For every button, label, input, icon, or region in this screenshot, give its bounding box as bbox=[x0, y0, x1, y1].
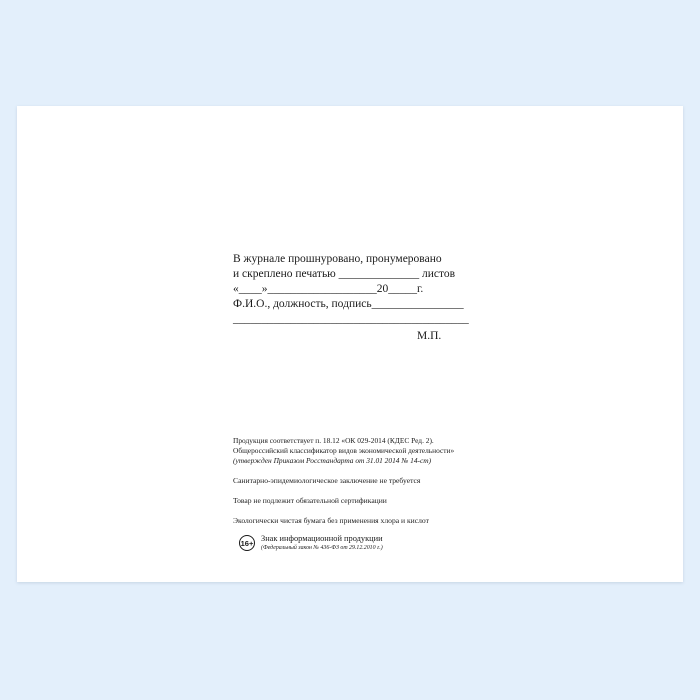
certification-line-3: «____»___________________20_____г. bbox=[233, 283, 424, 295]
information-mark-title: Знак информационной продукции bbox=[261, 534, 383, 543]
certification-line-2: и скреплено печатью ______________ листов bbox=[233, 268, 456, 280]
legal-block bbox=[233, 436, 533, 526]
certification-block bbox=[233, 252, 533, 327]
okpd-line-1: Продукция соответствует п. 18.12 «ОК 029-2014 (КДЕС Ред. 2). bbox=[233, 436, 434, 445]
okpd-line-3: (утвержден Приказом Росстандарта от 31.01 2014 № 14-ст) bbox=[233, 456, 432, 465]
age-rating-icon: 16+ bbox=[239, 535, 255, 551]
statement-certification: Товар не подлежит обязательной сертификации bbox=[233, 496, 387, 505]
statement-sanitary: Санитарно-эпидемиологическое заключение не требуется bbox=[233, 476, 421, 485]
seal-mark: М.П. bbox=[417, 330, 442, 342]
statement-ecology: Экологически чистая бумага без применения хлора и кислот bbox=[233, 516, 429, 525]
information-mark-subtitle: (Федеральный закон № 436-ФЗ от 29.12.2010 г.) bbox=[261, 545, 383, 551]
certification-line-4: Ф.И.О., должность, подпись________________ bbox=[233, 298, 464, 310]
certification-line-5: _________________________________________ bbox=[233, 313, 469, 325]
okpd-line-2: Общероссийский классификатор видов экономической деятельности» bbox=[233, 446, 455, 455]
certification-line-1: В журнале прошнуровано, пронумеровано bbox=[233, 253, 442, 265]
information-mark-text bbox=[261, 534, 383, 552]
information-mark bbox=[239, 534, 383, 552]
document-page bbox=[17, 106, 683, 582]
